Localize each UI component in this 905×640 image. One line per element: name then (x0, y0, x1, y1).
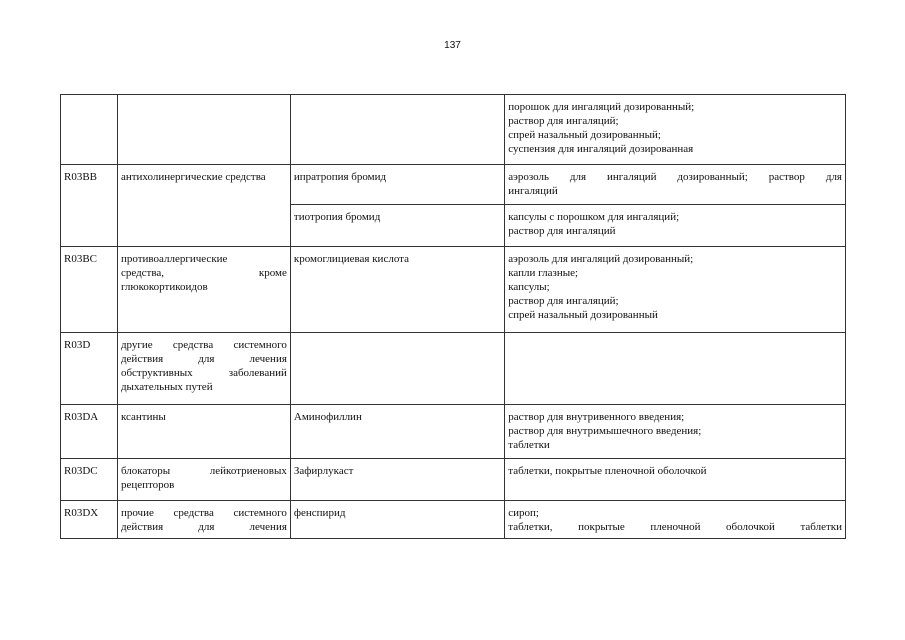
dosage-form-line: капсулы; (508, 281, 550, 293)
table-row (61, 501, 846, 539)
dosage-forms-cell (505, 501, 846, 539)
pharmacological-group-cell (117, 333, 290, 405)
dosage-forms-cell (505, 165, 846, 205)
atc-code-cell: R03DC (61, 459, 118, 501)
drug-name-cell: фенспирид (290, 501, 504, 539)
dosage-form-line: ингаляций (508, 185, 558, 197)
group-text-line: обструктивных заболеваний (120, 367, 287, 379)
group-text-line: средства, кроме (120, 267, 287, 279)
dosage-forms-cell (505, 247, 846, 333)
dosage-form-line: раствор для внутривенного введения; (508, 411, 685, 423)
pharmacological-group-cell (117, 95, 290, 165)
atc-code-cell: R03BB (61, 165, 118, 247)
page-number: 137 (444, 40, 461, 51)
dosage-form-line: раствор для ингаляций (508, 225, 616, 237)
dosage-form-line: суспензия для ингаляций дозированная (508, 143, 694, 155)
dosage-form-line: раствор для ингаляций; (508, 115, 619, 127)
pharmacological-group-cell (117, 459, 290, 501)
atc-code-cell: R03D (61, 333, 118, 405)
dosage-form-line: порошок для ингаляций дозированный; (508, 101, 695, 113)
drug-name-cell: Аминофиллин (290, 405, 504, 459)
pharmacological-group-cell: антихолинергические средства (117, 165, 290, 247)
group-text-line: противоаллергические (120, 253, 228, 265)
group-text-line: рецепторов (120, 479, 175, 491)
atc-code-cell: R03BC (61, 247, 118, 333)
group-text-line: действия для лечения (120, 521, 287, 533)
drug-name-cell: кромоглициевая кислота (290, 247, 504, 333)
dosage-form-line: раствор для ингаляций; (508, 295, 619, 307)
table-row (61, 95, 846, 165)
table-row (61, 165, 846, 205)
dosage-form-line: раствор для внутримышечного введения; (508, 425, 702, 437)
table-row (61, 333, 846, 405)
pharmacological-group-cell: ксантины (117, 405, 290, 459)
dosage-form-line: таблетки, покрытые пленочной оболочкой (508, 465, 707, 477)
drug-name-cell (290, 95, 504, 165)
group-text-line: дыхательных путей (120, 381, 213, 393)
group-text-line: прочие средства системного (120, 507, 287, 519)
pharmacological-group-cell (117, 501, 290, 539)
dosage-form-line: аэрозоль для ингаляций дозированный; (508, 253, 694, 265)
dosage-form-line: аэрозоль для ингаляций дозированный; раствор для (508, 171, 842, 183)
table-row (61, 405, 846, 459)
drug-name-cell (290, 333, 504, 405)
dosage-forms-cell (505, 333, 846, 405)
dosage-form-line: таблетки, покрытые пленочной оболочкой таблетки (508, 521, 842, 533)
pharmacological-group-cell (117, 247, 290, 333)
table-row (61, 459, 846, 501)
dosage-forms-cell (505, 459, 846, 501)
drug-name-cell: ипратропия бромид (290, 165, 504, 205)
group-text-line: глюкокортикоидов (120, 281, 208, 293)
dosage-form-line: капли глазные; (508, 267, 579, 279)
atc-code-cell (61, 95, 118, 165)
group-text-line: действия для лечения (120, 353, 287, 365)
dosage-form-line: сироп; (508, 507, 539, 519)
dosage-form-line: спрей назальный дозированный; (508, 129, 661, 141)
dosage-forms-cell (505, 205, 846, 247)
atc-code-cell: R03DX (61, 501, 118, 539)
dosage-forms-cell (505, 95, 846, 165)
dosage-form-line: капсулы с порошком для ингаляций; (508, 211, 680, 223)
group-text-line: другие средства системного (120, 339, 287, 351)
table-row (61, 247, 846, 333)
drug-classification-table (60, 94, 846, 539)
drug-name-cell: тиотропия бромид (290, 205, 504, 247)
dosage-forms-cell (505, 405, 846, 459)
atc-code-cell: R03DA (61, 405, 118, 459)
drug-name-cell: Зафирлукаст (290, 459, 504, 501)
dosage-form-line: спрей назальный дозированный (508, 309, 658, 321)
group-text-line: блокаторы лейкотриеновых (120, 465, 287, 477)
dosage-form-line: таблетки (508, 439, 550, 451)
